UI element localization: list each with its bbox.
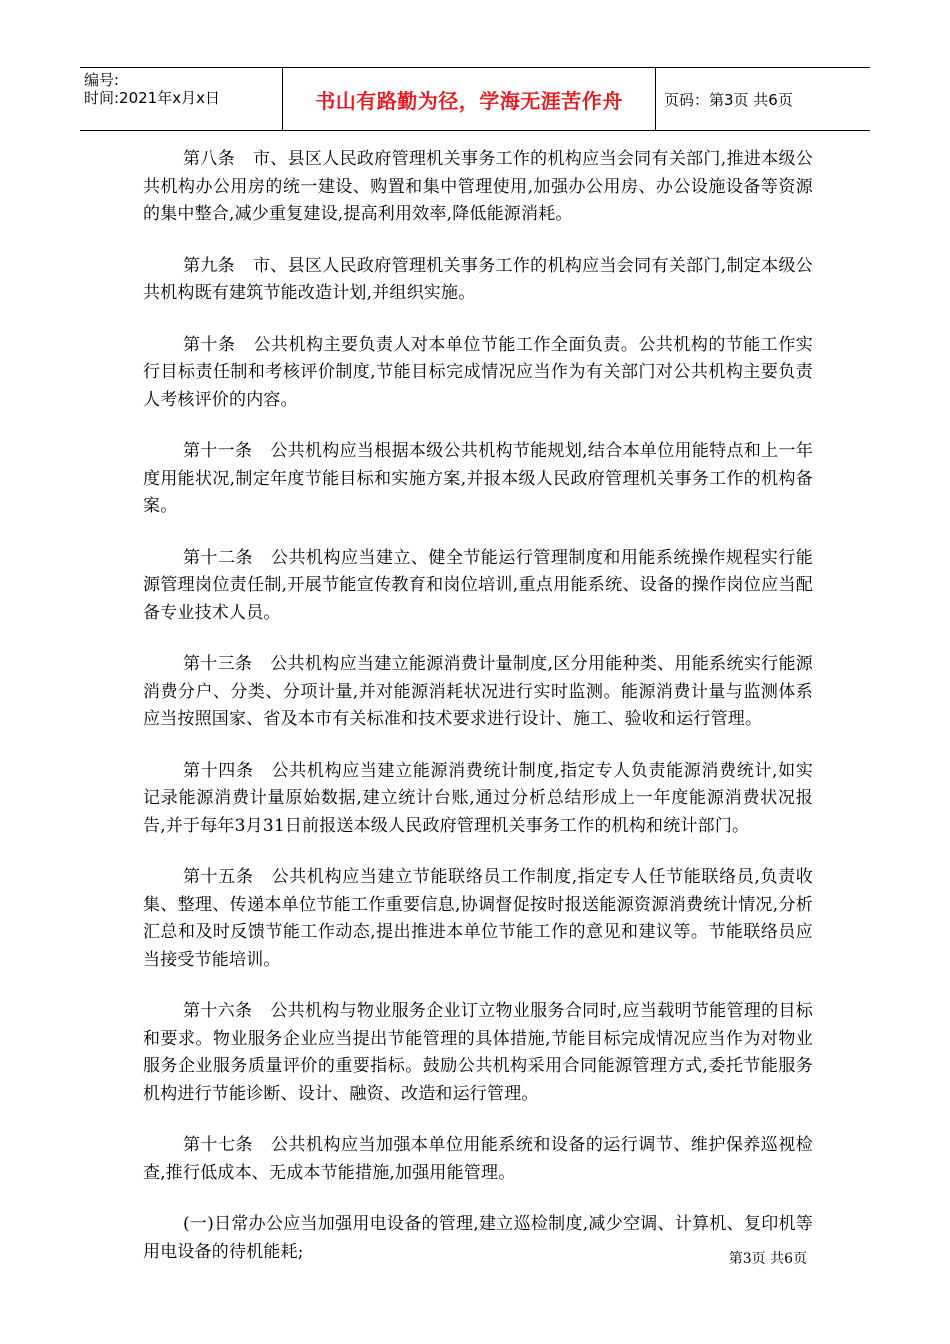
page-footer [729, 1248, 807, 1268]
header-page-cell [656, 68, 870, 130]
article-text: 公共机构应当建立、健全节能运行管理制度和用能系统操作规程实行能源管理岗位责任制,开展节能宣传教育和岗位培训,重点用能系统、设备的操作岗位应当配备专业技术人员。 [143, 547, 813, 623]
article-paragraph [143, 864, 813, 974]
document-header [80, 67, 870, 131]
header-page-number: 页码：第3页 共6页 [664, 90, 793, 109]
article-text: 公共机构应当加强本单位用能系统和设备的运行调节、维护保养巡视检查,推行低成本、无成本节能措施,加强用能管理。 [143, 1135, 813, 1183]
article-text: 市、县区人民政府管理机关事务工作的机构应当会同有关部门,制定本级公共机构既有建筑节能改造计划,并组织实施。 [143, 255, 813, 303]
article-number: 第十一条 [183, 441, 253, 461]
document-body [143, 146, 813, 1290]
article-paragraph [143, 1132, 813, 1187]
article-paragraph [143, 332, 813, 415]
article-text: 公共机构主要负责人对本单位节能工作全面负责。公共机构的节能工作实行目标责任制和考核评价制度,节能目标完成情况应当作为有关部门对公共机构主要负责人考核评价的内容。 [143, 334, 813, 410]
article-paragraph [143, 651, 813, 734]
sub-item-text: (一)日常办公应当加强用电设备的管理,建立巡检制度,减少空调、计算机、复印机等用电设备的待机能耗; [143, 1214, 813, 1262]
article-paragraph [143, 253, 813, 308]
motto-banner [282, 68, 656, 130]
article-number: 第十六条 [183, 1001, 253, 1021]
article-number: 第十七条 [183, 1135, 253, 1155]
article-paragraph [143, 438, 813, 521]
article-text: 公共机构应当根据本级公共机构节能规划,结合本单位用能特点和上一年度用能状况,制定年度节能目标和实施方案,并报本级人民政府管理机关事务工作的机构备案。 [143, 441, 813, 516]
serial-number-label: 编号: [84, 71, 120, 89]
article-text: 公共机构应当建立能源消费计量制度,区分用能种类、用能系统实行能源消费分户、分类、分项计量,并对能源消耗状况进行实时监测。能源消费计量与监测体系应当按照国家、省及本市有关标准和技术要求进行设计、施工、验收和运行管理。 [143, 654, 813, 729]
article-number: 第十二条 [183, 547, 253, 568]
date-label: 时间:2021年x月x日 [84, 89, 220, 107]
article-paragraph [143, 998, 813, 1108]
article-paragraph [143, 545, 813, 628]
header-meta-cell [80, 68, 282, 130]
article-text: 公共机构应当建立节能联络员工作制度,指定专人任节能联络员,负责收集、整理、传递本单位节能工作重要信息,协调督促按时报送能源资源消费统计情况,分析汇总和及时反馈节能工作动态,提出推进本单位节能工作的意见和建议等。节能联络员应当接受节能培训。 [143, 867, 813, 970]
article-number: 第八条 [183, 149, 235, 169]
article-text: 市、县区人民政府管理机关事务工作的机构应当会同有关部门,推进本级公共机构办公用房的统一建设、购置和集中管理使用,加强办公用房、办公设施设备等资源的集中整合,减少重复建设,提高利用效率,降低能源消耗。 [143, 149, 813, 224]
article-paragraph [143, 758, 813, 841]
footer-page-number: 第3页 共6页 [728, 1251, 807, 1267]
article-number: 第十三条 [183, 654, 253, 674]
article-paragraph [143, 146, 813, 229]
article-text: 公共机构应当建立能源消费统计制度,指定专人负责能源消费统计,如实记录能源消费计量原始数据,建立统计台账,通过分析总结形成上一年度能源消费状况报告,并于每年3月31日前报送本级人民政府管理机关事务工作的机构和统计部门。 [143, 760, 813, 836]
article-number: 第十条 [183, 334, 236, 355]
article-number: 第十四条 [183, 760, 254, 781]
motto-text: 书山有路勤为径，学海无涯苦作舟 [315, 88, 623, 113]
article-number: 第九条 [183, 255, 235, 276]
article-text: 公共机构与物业服务企业订立物业服务合同时,应当载明节能管理的目标和要求。物业服务企业应当提出节能管理的具体措施,节能目标完成情况应当作为对物业服务企业服务质量评价的重要指标。鼓励公共机构采用合同能源管理方式,委托节能服务机构进行节能诊断、设计、融资、改造和运行管理。 [143, 1001, 813, 1104]
article-number: 第十五条 [183, 867, 254, 887]
sub-item-paragraph [143, 1211, 813, 1266]
